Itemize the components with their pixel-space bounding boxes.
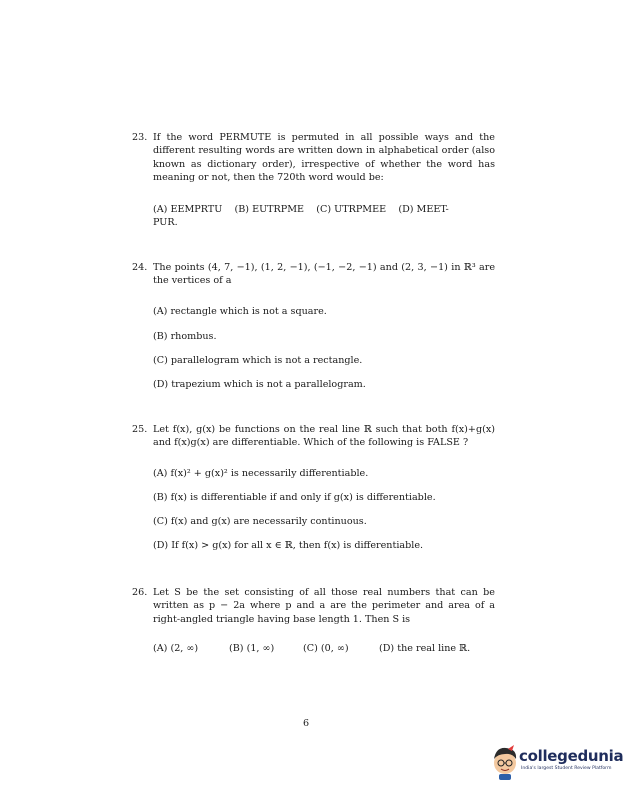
option-d: (D) the real line ℝ. <box>379 643 471 654</box>
option-a: (A) f(x)² + g(x)² is necessarily differentiable. <box>153 468 369 479</box>
option-d: (D) trapezium which is not a parallelogram. <box>153 379 366 390</box>
question-number: 25. <box>132 424 148 435</box>
logo-name: collegedunia <box>519 747 623 765</box>
option-c: (C) parallelogram which is not a rectangle. <box>153 355 363 366</box>
option-a: (A) rectangle which is not a square. <box>153 306 327 317</box>
option-a: (A) (2, ∞) <box>153 643 199 654</box>
options-line: (A) EEMPRTU (B) EUTRPME (C) UTRPMEE (D) MEET- <box>153 204 449 215</box>
collegedunia-logo <box>490 743 623 783</box>
question-24 <box>132 261 495 390</box>
option-b: (B) rhombus. <box>153 331 217 342</box>
page-number: 6 <box>302 718 310 729</box>
question-26 <box>132 586 495 654</box>
question-number: 26. <box>132 587 148 598</box>
option-c: (C) f(x) and g(x) are necessarily continuous. <box>153 516 367 527</box>
question-number: 23. <box>132 132 148 143</box>
mascot-icon <box>490 743 520 783</box>
question-stem: If the word PERMUTE is permuted in all possible ways and the different resulting words are written down in alphabetical order (also known as dictionary order), irrespective of whether the word has meaning or not, then the 720th word would be: <box>153 132 495 184</box>
options-line-continued: PUR. <box>153 217 178 228</box>
question-stem: The points (4, 7, −1), (1, 2, −1), (−1, −2, −1) and (2, 3, −1) in ℝ³ are the vertices of a <box>153 262 495 287</box>
question-25 <box>132 423 495 551</box>
logo-tagline: India's largest Student Review Platform <box>521 766 612 771</box>
question-stem: Let f(x), g(x) be functions on the real line ℝ such that both f(x)+g(x) and f(x)g(x) are differentiable. Which of the following is FALSE ? <box>153 424 495 449</box>
option-b: (B) (1, ∞) <box>229 643 275 654</box>
option-d: (D) If f(x) > g(x) for all x ∈ ℝ, then f(x) is differentiable. <box>153 540 424 551</box>
question-number: 24. <box>132 262 148 273</box>
question-23 <box>132 131 495 228</box>
option-b: (B) f(x) is differentiable if and only if g(x) is differentiable. <box>153 492 436 503</box>
question-stem: Let S be the set consisting of all those real numbers that can be written as p − 2a where p and a are the perimeter and area of a right-angled triangle having base length 1. Then S is <box>153 587 495 625</box>
option-c: (C) (0, ∞) <box>303 643 349 654</box>
